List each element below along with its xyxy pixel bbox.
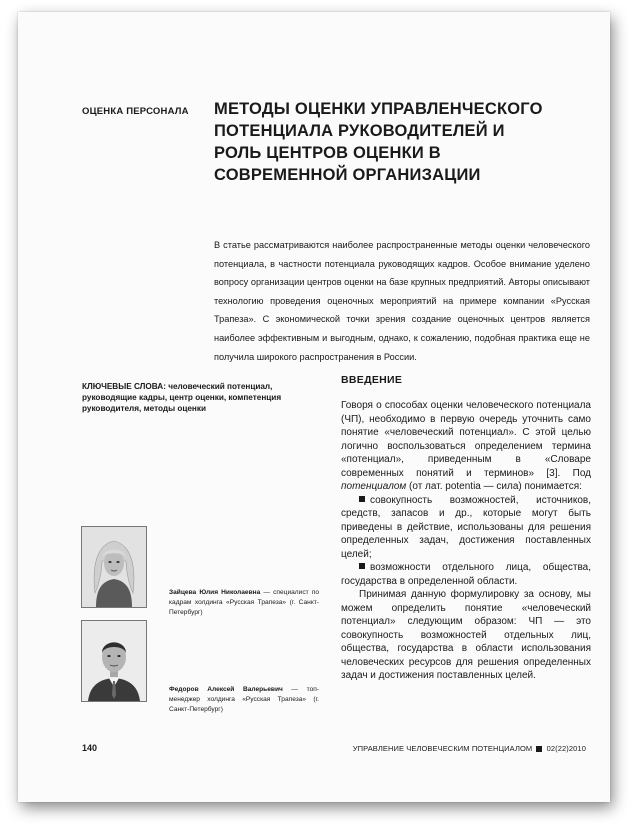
author-desc-2: — топ-менеджер холдинга «Русская Трапеза» (г. Санкт-Петербург) <box>169 686 319 713</box>
intro-column <box>341 374 591 683</box>
intro-paragraph-1 <box>341 399 591 494</box>
bullet-square-icon <box>359 563 365 569</box>
intro-paragraph-2: Принимая данную формулировку за основу, мы можем определить понятие «человеческий потенциал» следующим образом: ЧП — это совокупность возможностей отдельных лиц, общества, государства в области использования человеческих ресурсов для решения определенных задач и достижения поставленных целей. <box>341 589 591 681</box>
bullet-text-1: совокупность возможностей, источников, средств, запасов и др., которые могут быть приведены в действие, использованы для решения определенных задач, достижения поставленных целей; <box>341 494 591 560</box>
author-photo-2 <box>81 620 147 702</box>
bullet-text-2: возможности отдельного лица, общества, государства в определенной области. <box>341 562 591 587</box>
author-name-2: Федоров Алексей Валерьевич <box>169 686 283 693</box>
journal-page <box>18 12 610 802</box>
abstract: В статье рассматриваются наиболее распространенные методы оценки человеческого потенциала, в частности потенциала руководящих кадров. Особое внимание уделено вопросу организации центров оценки на базе крупных предприятий. Авторы описывают технологию проведения оценочных мероприятий на примере компании «Русская Трапеза». С экономической точки зрения создание оценочных центров является наиболее эффективным и выгодным, однако, к сожалению, подобная практика еще не получила широкого распространения в России. <box>214 240 590 362</box>
author-bio-1 <box>169 588 319 618</box>
journal-issue: 02(22)2010 <box>546 744 586 753</box>
intro-heading: ВВЕДЕНИЕ <box>341 374 403 386</box>
author-photo-1 <box>81 526 147 608</box>
article-title: МЕТОДЫ ОЦЕНКИ УПРАВЛЕНЧЕСКОГО ПОТЕНЦИАЛА РУКОВОДИТЕЛЕЙ И РОЛЬ ЦЕНТРОВ ОЦЕНКИ В СОВРЕМЕННОЙ ОРГАНИЗАЦИИ <box>214 100 543 184</box>
keywords: КЛЮЧЕВЫЕ СЛОВА: человеческий потенциал, руководящие кадры, центр оценки, компетенция руководителя, методы оценки <box>82 382 282 413</box>
author-bio-2 <box>169 685 319 715</box>
journal-footer <box>353 744 586 753</box>
bullet-item-1 <box>341 494 591 562</box>
bullet-item-2 <box>341 561 591 588</box>
intro-p1-term: потенциалом <box>341 481 407 492</box>
intro-p1-start: Говоря о способах оценки человеческого потенциала (ЧП), необходимо в первую очередь уточнить само понятие «человеческий потенциал». С этой целью логично воспользоваться определением термина «потенциал», приведенным в «Словаре современных понятий и терминов» [3]. Под <box>341 400 591 479</box>
footer-square-icon <box>536 746 542 752</box>
author-desc-1: — специалист по кадрам холдинга «Русская Трапеза» (г. Санкт-Петербург) <box>169 589 319 616</box>
author-name-1: Зайцева Юлия Николаевна <box>169 589 261 596</box>
journal-name: УПРАВЛЕНИЕ ЧЕЛОВЕЧЕСКИМ ПОТЕНЦИАЛОМ <box>352 744 533 753</box>
intro-body <box>341 399 591 683</box>
section-label: ОЦЕНКА ПЕРСОНАЛА <box>82 106 189 117</box>
intro-p1-end: (от лат. potentia — сила) понимается: <box>406 481 582 492</box>
bullet-square-icon <box>359 496 365 502</box>
page-number: 140 <box>82 743 98 753</box>
